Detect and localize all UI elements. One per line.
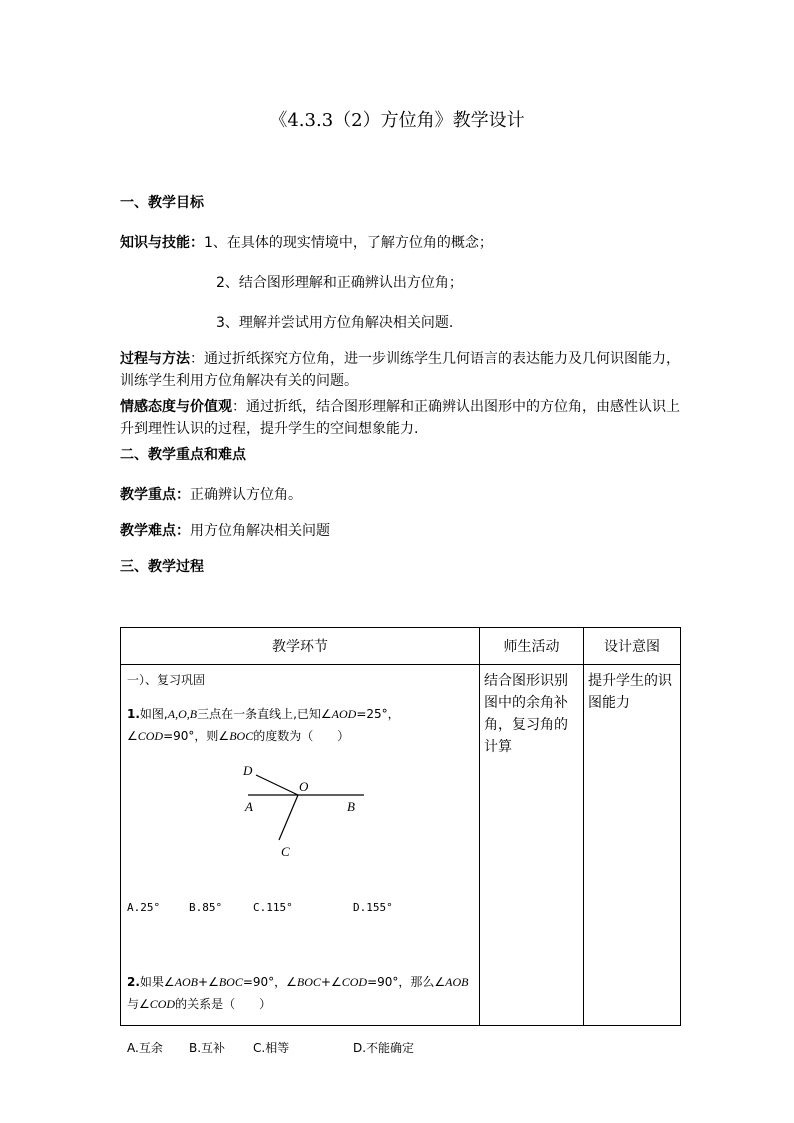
q2-part: =90°，∠ [242,975,297,989]
q2-part: 如果∠ [139,975,175,989]
q1-angle-aod: AOD [331,707,357,721]
process-text: ：通过折纸探究方位角，进一步训练学生几何语言的表达能力及几何识图能力，训练学生利用方位角解决有关的问题。 [120,351,680,389]
q1-part: 的度数为（ ） [253,729,350,743]
activity-cell [480,665,584,1026]
q1-angle-cod: COD [137,729,164,743]
knowledge-item-2: 2、结合图形理解和正确辨认出方位角； [216,275,463,291]
q1-part: =25°，∠ [127,707,400,743]
emotion-text: ：通过折纸，结合图形理解和正确辨认出图形中的方位角，由感性认识上升到理性认识的过程，提升学生的空间想象能力. [120,399,680,437]
q2-angle-cod: COD [149,997,176,1011]
difficult-point-line [120,520,330,540]
activity-text: 结合图形识别图中的余角补角，复习角的计算 [484,673,568,755]
question-1-option-a: A.25° [127,901,161,914]
teaching-process-table [120,627,681,1055]
intent-cell [584,665,681,1026]
knowledge-line [120,232,493,252]
q2-angle-cod: COD [341,975,368,989]
header-intent: 设计意图 [584,628,681,665]
q2-angle-aob: AOB [445,975,469,989]
question-2-text [127,971,472,1015]
q2-angle-boc: BOC [296,975,321,989]
heading-key-points: 二、教学重点和难点 [120,447,246,463]
question-1-option-d: D.155° [353,901,393,914]
label-c: C [281,844,290,859]
q1-angle-boc: BOC [229,729,254,743]
ray-od [256,775,298,795]
emotion-paragraph [120,396,680,440]
q2-part: +∠ [320,975,342,989]
q1-part: 三点在一条直线上,已知∠ [197,707,332,721]
angle-diagram [231,765,381,885]
label-b: B [347,799,355,814]
knowledge-item-1: 1、在具体的现实情境中，了解方位角的概念； [204,235,493,251]
knowledge-label: 知识与技能： [120,235,204,251]
key-point-text: 正确辨认方位角。 [190,487,302,503]
teaching-step-cell [121,665,480,1055]
label-d: D [243,765,253,778]
q1-part: 如图, [139,707,168,721]
question-1-text [127,703,472,747]
q2-part: =90°，那么∠ [367,975,446,989]
intent-text: 提升学生的识图能力 [588,673,672,711]
process-paragraph [120,348,680,392]
heading-process: 三、教学过程 [120,559,204,575]
review-title: 一）、复习巩固 [127,673,206,687]
question-2-option-b: B.互补 [189,1041,226,1055]
emotion-label: 情感态度与价值观 [120,399,232,415]
question-1-number: 1. [127,707,140,721]
key-point-label: 教学重点： [120,487,190,503]
q2-angle-boc: BOC [218,975,243,989]
question-2-option-c: C.相等 [253,1041,290,1055]
question-2-option-a: A.互余 [127,1041,163,1055]
q2-part: 与∠ [127,997,150,1011]
question-1-option-c: C.115° [253,901,293,914]
key-point-line [120,484,302,504]
q2-angle-aob: AOB [174,975,199,989]
question-2-number: 2. [127,975,140,989]
page-title: 《4.3.3（2）方位角》教学设计 [269,110,525,131]
q2-part: +∠ [198,975,219,989]
q1-part: =90°，则∠ [163,729,230,743]
label-a: A [245,799,253,814]
difficult-point-text: 用方位角解决相关问题 [190,523,330,539]
table-row [121,665,681,1026]
difficult-point-label: 教学难点： [120,523,190,539]
process-label: 过程与方法 [120,351,190,367]
header-teaching-step: 教学环节 [121,628,480,665]
label-o: O [299,779,309,794]
ray-oc [279,795,298,840]
heading-objectives: 一、教学目标 [120,195,204,211]
knowledge-item-3: 3、理解并尝试用方位角解决相关问题. [216,315,454,331]
q2-part: 的关系是（ ） [175,997,272,1011]
question-1-option-b: B.85° [189,901,223,914]
q1-points: A,O,B [167,707,198,721]
question-2-option-d: D.不能确定 [353,1041,415,1055]
header-activity: 师生活动 [480,628,584,665]
table-header-row [121,628,681,665]
